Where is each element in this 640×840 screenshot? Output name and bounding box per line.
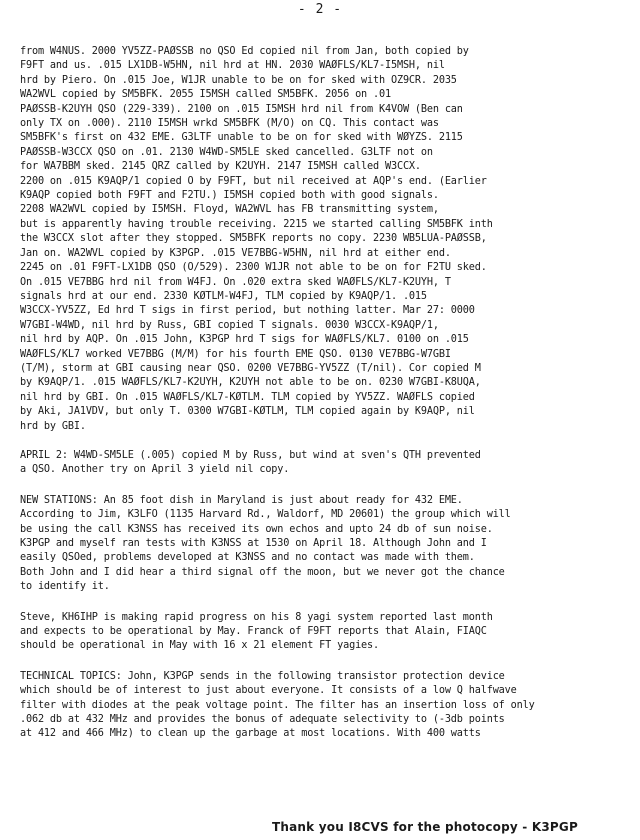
text-line: at 412 and 466 MHz) to clean up the garbage at most locations. With 400 watts	[20, 728, 481, 740]
text-line: (T/M), storm at GBI causing near QSO. 0200 VE7BBG-YV5ZZ (T/nil). Cor copied M	[20, 362, 481, 374]
text-line: PAØSSB-K2UYH QSO (229-339). 2100 on .015 I5MSH hrd nil from K4VOW (Ben can	[20, 103, 463, 115]
technical-topics-paragraph	[20, 670, 632, 742]
eme-log-paragraph	[20, 45, 632, 434]
text-line: be using the call K3NSS has received its own echos and upto 24 db of sun noise.	[20, 523, 493, 535]
text-line: SM5BFK's first on 432 EME. G3LTF unable to be on for sked with WØYZS. 2115	[20, 132, 463, 144]
text-line: 2200 on .015 K9AQP/1 copied O by F9FT, but nil received at AQP's end. (Earlier	[20, 175, 487, 187]
text-line: .062 db at 432 MHz and provides the bonus of adequate selectivity to (-3db points	[20, 714, 505, 726]
document-body	[20, 45, 632, 742]
text-line: nil hrd by AQP. On .015 John, K3PGP hrd T sigs for WAØFLS/KL7. 0100 on .015	[20, 334, 469, 346]
text-line: to identify it.	[20, 581, 110, 593]
text-line: signals hrd at our end. 2330 KØTLM-W4FJ, TLM copied by K9AQP/1. .015	[20, 290, 427, 302]
kh6ihp-paragraph	[20, 611, 632, 654]
text-line: for WA7BBM sked. 2145 QRZ called by K2UYH. 2147 I5MSH called W3CCX.	[20, 161, 421, 173]
text-line: Both John and I did hear a third signal off the moon, but we never got the chance	[20, 566, 505, 578]
text-line: K9AQP copied both F9FT and F2TU.) I5MSH copied both with good signals.	[20, 190, 439, 202]
text-line: only TX on .000). 2110 I5MSH wrkd SM5BFK (M/O) on CQ. This contact was	[20, 118, 439, 130]
text-line: filter with diodes at the peak voltage point. The filter has an insertion loss of only	[20, 699, 535, 711]
text-line: should be operational in May with 16 x 21 element FT yagies.	[20, 640, 380, 652]
text-line: 2208 WA2WVL copied by I5MSH. Floyd, WA2WVL has FB transmitting system,	[20, 204, 439, 216]
april-2-paragraph	[20, 449, 632, 478]
new-stations-paragraph	[20, 494, 632, 595]
page-number: - 2 -	[297, 2, 343, 17]
text-line: hrd by GBI.	[20, 420, 86, 432]
text-line: Jan on. WA2WVL copied by K3PGP. .015 VE7BBG-W5HN, nil hrd at either end.	[20, 247, 451, 259]
text-line: On .015 VE7BBG hrd nil from W4FJ. On .020 extra sked WAØFLS/KL7-K2UYH, T	[20, 276, 451, 288]
text-line: PAØSSB-W3CCX QSO on .01. 2130 W4WD-SM5LE sked cancelled. G3LTF not on	[20, 146, 433, 158]
text-line: easily QSOed, problems developed at K3NSS and no contact was made with them.	[20, 552, 475, 564]
text-line: hrd by Piero. On .015 Joe, W1JR unable to be on for sked with OZ9CR. 2035	[20, 74, 457, 86]
text-line: nil hrd by GBI. On .015 WAØFLS/KL7-KØTLM. TLM copied by YV5ZZ. WAØFLS copied	[20, 391, 475, 403]
text-line: APRIL 2: W4WD-SM5LE (.005) copied M by Russ, but wind at sven's QTH prevented	[20, 449, 481, 461]
text-line: WAØFLS/KL7 worked VE7BBG (M/M) for his fourth EME QSO. 0130 VE7BBG-W7GBI	[20, 348, 451, 360]
text-line: by K9AQP/1. .015 WAØFLS/KL7-K2UYH, K2UYH not able to be on. 0230 W7GBI-K8UQA,	[20, 377, 481, 389]
text-line: WA2WVL copied by SM5BFK. 2055 I5MSH called SM5BFK. 2056 on .01	[20, 89, 391, 101]
text-line: TECHNICAL TOPICS: John, K3PGP sends in the following transistor protection device	[20, 670, 505, 682]
text-line: by Aki, JA1VDV, but only T. 0300 W7GBI-KØTLM, TLM copied again by K9AQP, nil	[20, 406, 475, 418]
text-line: and expects to be operational by May. Franck of F9FT reports that Alain, FIAQC	[20, 626, 487, 638]
text-line: a QSO. Another try on April 3 yield nil copy.	[20, 464, 290, 476]
text-line: but is apparently having trouble receiving. 2215 we started calling SM5BFK inth	[20, 218, 493, 230]
text-line: NEW STATIONS: An 85 foot dish in Maryland is just about ready for 432 EME.	[20, 494, 463, 506]
text-line: 2245 on .01 F9FT-LX1DB QSO (O/529). 2300 W1JR not able to be on for F2TU sked.	[20, 262, 487, 274]
text-line: K3PGP and myself ran tests with K3NSS at 1530 on April 18. Although John and I	[20, 538, 487, 549]
text-line: F9FT and us. .015 LX1DB-W5HN, nil hrd at HN. 2030 WAØFLS/KL7-I5MSH, nil	[20, 60, 445, 72]
text-line: W3CCX-YV5ZZ, Ed hrd T sigs in first period, but nothing latter. Mar 27: 0000	[20, 305, 475, 317]
text-line: the W3CCX slot after they stopped. SM5BFK reports no copy. 2230 WB5LUA-PAØSSB,	[20, 233, 487, 245]
text-line: W7GBI-W4WD, nil hrd by Russ, GBI copied T signals. 0030 W3CCX-K9AQP/1,	[20, 319, 439, 331]
text-line: Steve, KH6IHP is making rapid progress on his 8 yagi system reported last month	[20, 611, 493, 623]
text-line: which should be of interest to just about everyone. It consists of a low Q halfwave	[20, 685, 517, 697]
text-line: from W4NUS. 2000 YV5ZZ-PAØSSB no QSO Ed copied nil from Jan, both copied by	[20, 46, 469, 57]
text-line: According to Jim, K3LFO (1135 Harvard Rd., Waldorf, MD 20601) the group which will	[20, 509, 511, 521]
photocopy-credit-footer: Thank you I8CVS for the photocopy - K3PGP	[272, 820, 578, 834]
